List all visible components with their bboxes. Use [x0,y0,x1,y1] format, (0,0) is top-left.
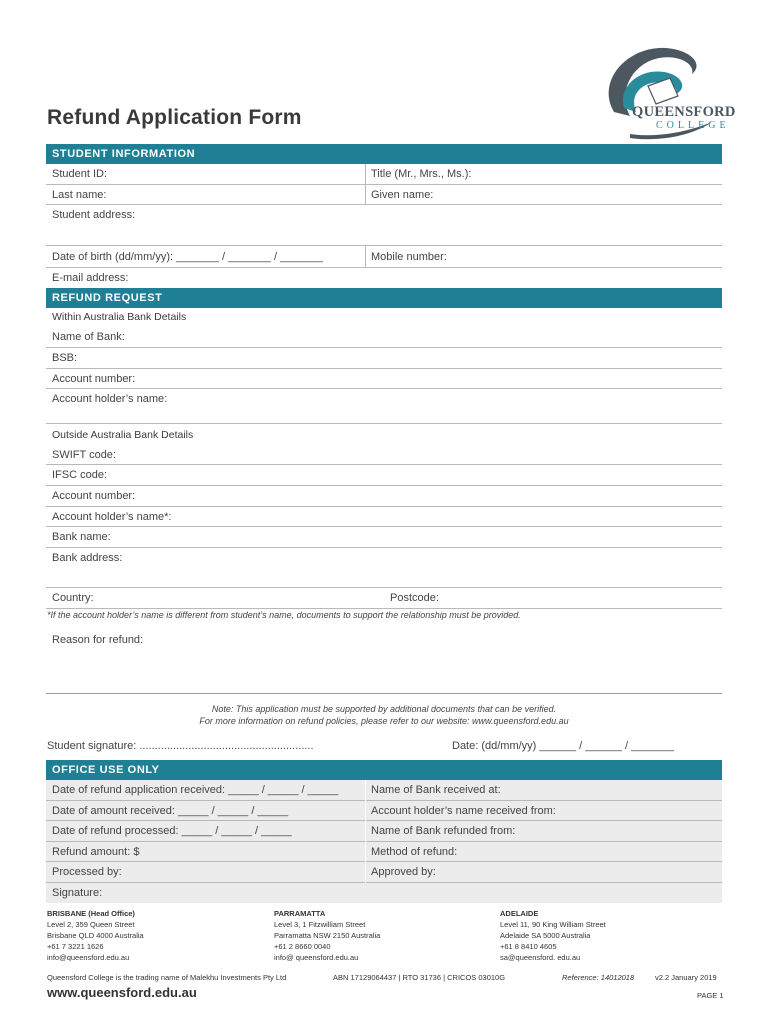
website-link[interactable]: www.queensford.edu.au [47,985,197,1000]
note-line-2: For more information on refund policies, please refer to our website: www.queensford.edu.au [199,716,569,726]
trading-name: Queensford College is the trading name of Malekhu Investments Pty Ltd [47,973,287,982]
note-line-1: Note: This application must be supported by additional documents that can be verified. [211,704,557,714]
account-holder-outside-label: Account holder’s name*: [52,511,172,523]
bank-refunded-label: Name of Bank refunded from: [371,825,516,837]
within-australia-title: Within Australia Bank Details [52,311,187,323]
refund-received-label: Date of refund application received: _____ / _____ / _____ [52,784,339,796]
address-label: Student address: [52,209,136,221]
given-name-label: Given name: [371,189,434,201]
office-brisbane [47,908,144,963]
reference: Reference: 14012018 [562,973,635,982]
office-row[interactable] [46,842,722,862]
bank-received-label: Name of Bank received at: [371,784,501,796]
account-holder-row[interactable] [46,389,722,424]
divider [365,164,366,205]
dob-label: Date of birth (dd/mm/yy): _______ / _______ / _______ [52,251,323,263]
reason-field[interactable] [46,693,722,694]
office-city: Brisbane QLD 4000 Australia [47,931,144,940]
dob-row[interactable] [46,246,722,268]
office-use-header: OFFICE USE ONLY [46,760,722,780]
processed-by-label: Processed by: [52,866,122,878]
page-number: PAGE 1 [697,991,724,1000]
refund-method-label: Method of refund: [371,846,458,858]
title-label: Title (Mr., Mrs., Ms.): [371,168,472,180]
office-address: Level 3, 1 Fitzwilliam Street [274,920,366,929]
account-number-outside-label: Account number: [52,490,136,502]
postcode-label: Postcode: [390,592,439,604]
office-phone: +61 7 3221 1626 [47,942,104,951]
student-signature-field[interactable]: Student signature: ......................................................... [47,740,314,752]
divider [365,246,366,268]
ifsc-label: IFSC code: [52,469,108,481]
student-id-label: Student ID: [52,168,108,180]
bank-name-outside-row[interactable] [46,527,722,548]
outside-australia-title: Outside Australia Bank Details [52,429,194,441]
bsb-row[interactable] [46,348,722,369]
bank-name-row[interactable] [46,327,722,348]
account-number-label: Account number: [52,373,136,385]
last-name-label: Last name: [52,189,107,201]
form-title: Refund Application Form [47,106,302,129]
office-row[interactable] [46,801,722,821]
country-label: Country: [52,592,94,604]
office-city: Parramatta NSW 2150 Australia [274,931,381,940]
account-number-row[interactable] [46,369,722,389]
account-holder-outside-row[interactable] [46,507,722,527]
refund-processed-label: Date of refund processed: _____ / _____ / _____ [52,825,292,837]
name-row[interactable] [46,185,722,205]
office-signature-label: Signature: [52,887,103,899]
office-email: info@queensford.edu.au [47,953,130,962]
reason-label: Reason for refund: [52,634,144,646]
bank-name-label: Name of Bank: [52,331,125,343]
holder-received-label: Account holder’s name received from: [371,805,556,817]
queensford-logo [596,42,736,142]
office-address: Level 2, 359 Queen Street [47,920,135,929]
refund-amount-label: Refund amount: $ [52,846,140,858]
office-address: Level 11, 90 King William Street [500,920,606,929]
account-number-outside-row[interactable] [46,486,722,507]
student-id-row[interactable] [46,164,722,185]
address-row[interactable] [46,205,722,246]
registration-numbers: ABN 17129064437 | RTO 31736 | CRICOS 03010G [333,973,506,982]
refund-request-header: REFUND REQUEST [46,288,722,308]
office-email: sa@queensford. edu.au [500,953,581,962]
office-phone: +61 8 8410 4605 [500,942,557,951]
swift-row[interactable] [46,445,722,465]
office-city: Adelaide SA 5000 Australia [500,931,591,940]
divider [365,780,366,883]
office-name: BRISBANE (Head Office) [47,909,135,918]
bsb-label: BSB: [52,352,78,364]
office-name: PARRAMATTA [274,909,326,918]
bank-name-outside-label: Bank name: [52,531,111,543]
office-signature-row[interactable] [46,883,722,903]
bank-address-row[interactable] [46,548,722,588]
office-adelaide [500,908,606,963]
office-name: ADELAIDE [500,909,539,918]
bank-address-label: Bank address: [52,552,123,564]
office-parramatta [274,908,380,963]
swift-label: SWIFT code: [52,449,116,461]
office-row[interactable] [46,862,722,883]
office-row[interactable] [46,821,722,842]
office-phone: +61 2 8660 0040 [274,942,331,951]
mobile-label: Mobile number: [371,251,447,263]
logo-name: QUEENSFORD [632,104,736,120]
ifsc-row[interactable] [46,465,722,486]
approved-by-label: Approved by: [371,866,436,878]
version: v2.2 January 2019 [655,973,717,982]
office-email: info@ queensford.edu.au [274,953,359,962]
email-row[interactable] [46,268,722,288]
country-row[interactable] [46,588,722,609]
email-label: E-mail address: [52,272,129,284]
student-info-header: STUDENT INFORMATION [46,144,722,164]
account-holder-footnote: *If the account holder’s name is different from student’s name, documents to support the relationship must be provided. [47,610,521,620]
account-holder-label: Account holder’s name: [52,393,168,405]
office-row[interactable] [46,780,722,801]
amount-received-label: Date of amount received: _____ / _____ / _____ [52,805,289,817]
signature-date-field[interactable]: Date: (dd/mm/yy) ______ / ______ / _______ [452,740,674,752]
logo-tagline: COLLEGE [656,120,730,131]
